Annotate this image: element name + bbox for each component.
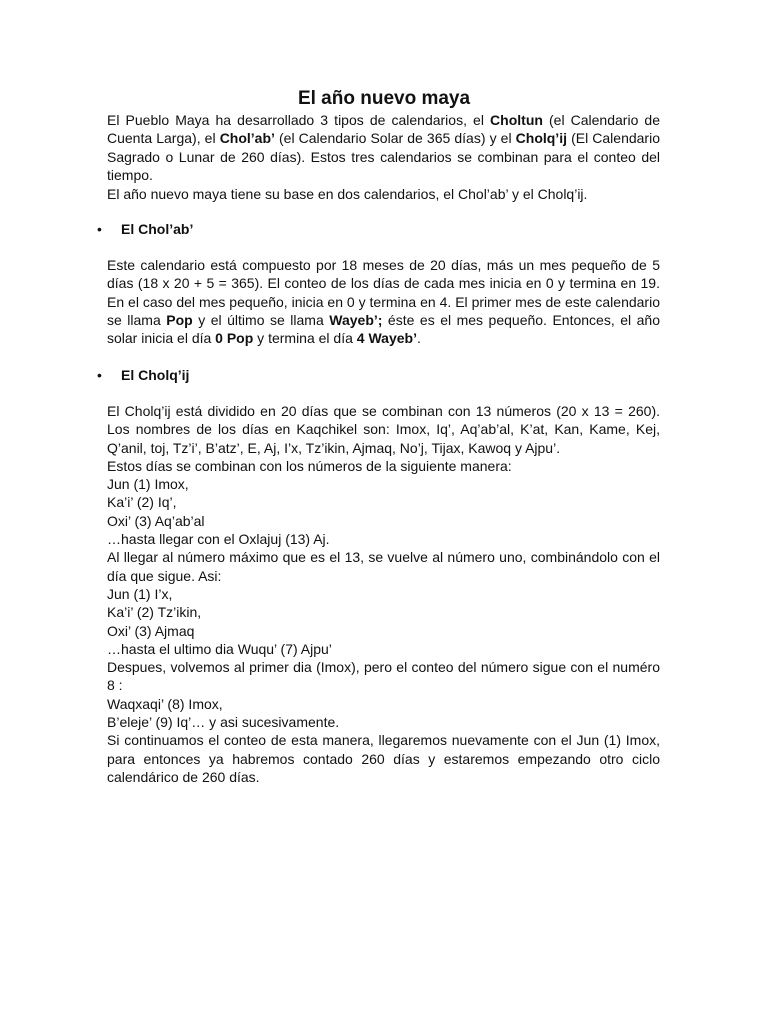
bullet-icon: •: [97, 367, 102, 383]
cholab-wayeb: Wayeb’;: [329, 311, 383, 328]
intro-text-3: (el Calendario Solar de 365 días) y el: [274, 130, 516, 147]
cholab-pop: Pop: [166, 311, 193, 328]
cholqij-line: Oxi’ (3) Ajmaq: [107, 622, 195, 639]
intro-cholab: Chol’ab’: [219, 130, 275, 147]
cholqij-line: Estos días se combinan con los números de la siguiente manera:: [107, 457, 512, 474]
cholab-paragraph: [107, 256, 660, 347]
cholab-text-1: Este calendario está compuesto por 18 meses de 20 días, más un mes pequeño de 5 días (18 x 20 + 5 = 365). El conteo de los días de cada mes inicia en 0 y termina en 19. En el caso del mes pequeño, inicia en 0 y termina en 4. El primer mes de este calendario se llama: [107, 257, 660, 328]
cholab-text-2: y el último se llama: [192, 311, 330, 328]
cholqij-line: …hasta llegar con el Oxlajuj (13) Aj.: [107, 531, 330, 548]
intro-choltun: Choltun: [490, 112, 543, 128]
page-title: El año nuevo maya: [297, 88, 471, 109]
intro-paragraph: [107, 111, 660, 184]
cholab-text-5: .: [416, 330, 421, 347]
cholqij-line: Jun (1) I’x,: [107, 585, 173, 602]
intro-text-4: (El Calendario Sagrado o Lunar de 260 días). Estos tres calendarios se combinan para el conteo del tiempo.: [107, 130, 660, 183]
cholqij-line: B’eleje’ (9) Iq’… y asi sucesivamente.: [107, 714, 340, 731]
cholqij-line: Jun (1) Imox,: [107, 476, 189, 493]
cholqij-line: Ka’i’ (2) Tz’ikin,: [107, 604, 202, 621]
cholab-four-wayeb: 4 Wayeb’: [356, 330, 417, 347]
cholqij-paragraph-3: Despues, volvemos al primer dia (Imox), pero el conteo del número sigue con el numéro 8 :: [107, 659, 660, 694]
cholqij-line: Oxi’ (3) Aq’ab’al: [107, 512, 205, 529]
cholqij-paragraph-2: Al llegar al número máximo que es el 13, se vuelve al número uno, combinándolo con el día que sigue. Asi:: [107, 549, 660, 584]
intro-text-2: (el Calendario de Cuenta Larga), el: [107, 112, 661, 147]
intro-text-1: El Pueblo Maya ha desarrollado 3 tipos de calendarios, el: [107, 112, 491, 128]
bullet-icon: •: [97, 221, 102, 237]
cholab-text-3: éste es el mes pequeño. Entonces, el año solar inicia el día: [107, 311, 660, 347]
intro-paragraph-2: El año nuevo maya tiene su base en dos calendarios, el Chol’ab’ y el Cholq’ij.: [107, 186, 588, 202]
cholqij-line: …hasta el ultimo dia Wuqu’ (7) Ajpu’: [107, 640, 332, 657]
intro-cholqij: Cholq’ij: [515, 130, 567, 147]
cholab-text-4: y termina el día: [253, 330, 357, 347]
cholqij-line: Waqxaqi’ (8) Imox,: [107, 695, 223, 712]
cholqij-body: [107, 402, 660, 786]
cholqij-paragraph-4: Si continuamos el conteo de esta manera, llegaremos nuevamente con el Jun (1) Imox, para entonces ya habremos contado 260 días y estaremos empezando otro ciclo calendárico de 260 días.: [107, 732, 660, 785]
section-cholab-title: El Chol’ab’: [121, 221, 194, 237]
cholqij-line: Ka’i’ (2) Iq’,: [107, 494, 177, 511]
cholqij-paragraph-1: El Cholq’ij está dividido en 20 días que se combinan con 13 números (20 x 13 = 260). Los nombres de los días en Kaqchikel son: Imox, Iq’, Aq’ab’al, K’at, Kan, Kame, Kej, Q’anil, toj, Tz’i’, B’atz’, E, Aj, I’x, Tz’ikin, Ajmaq, No’j, Tijax, Kawoq y Ajpu’.: [107, 403, 660, 456]
section-cholqij-title: El Cholq’ij: [121, 367, 190, 383]
cholab-zero-pop: 0 Pop: [215, 330, 254, 347]
